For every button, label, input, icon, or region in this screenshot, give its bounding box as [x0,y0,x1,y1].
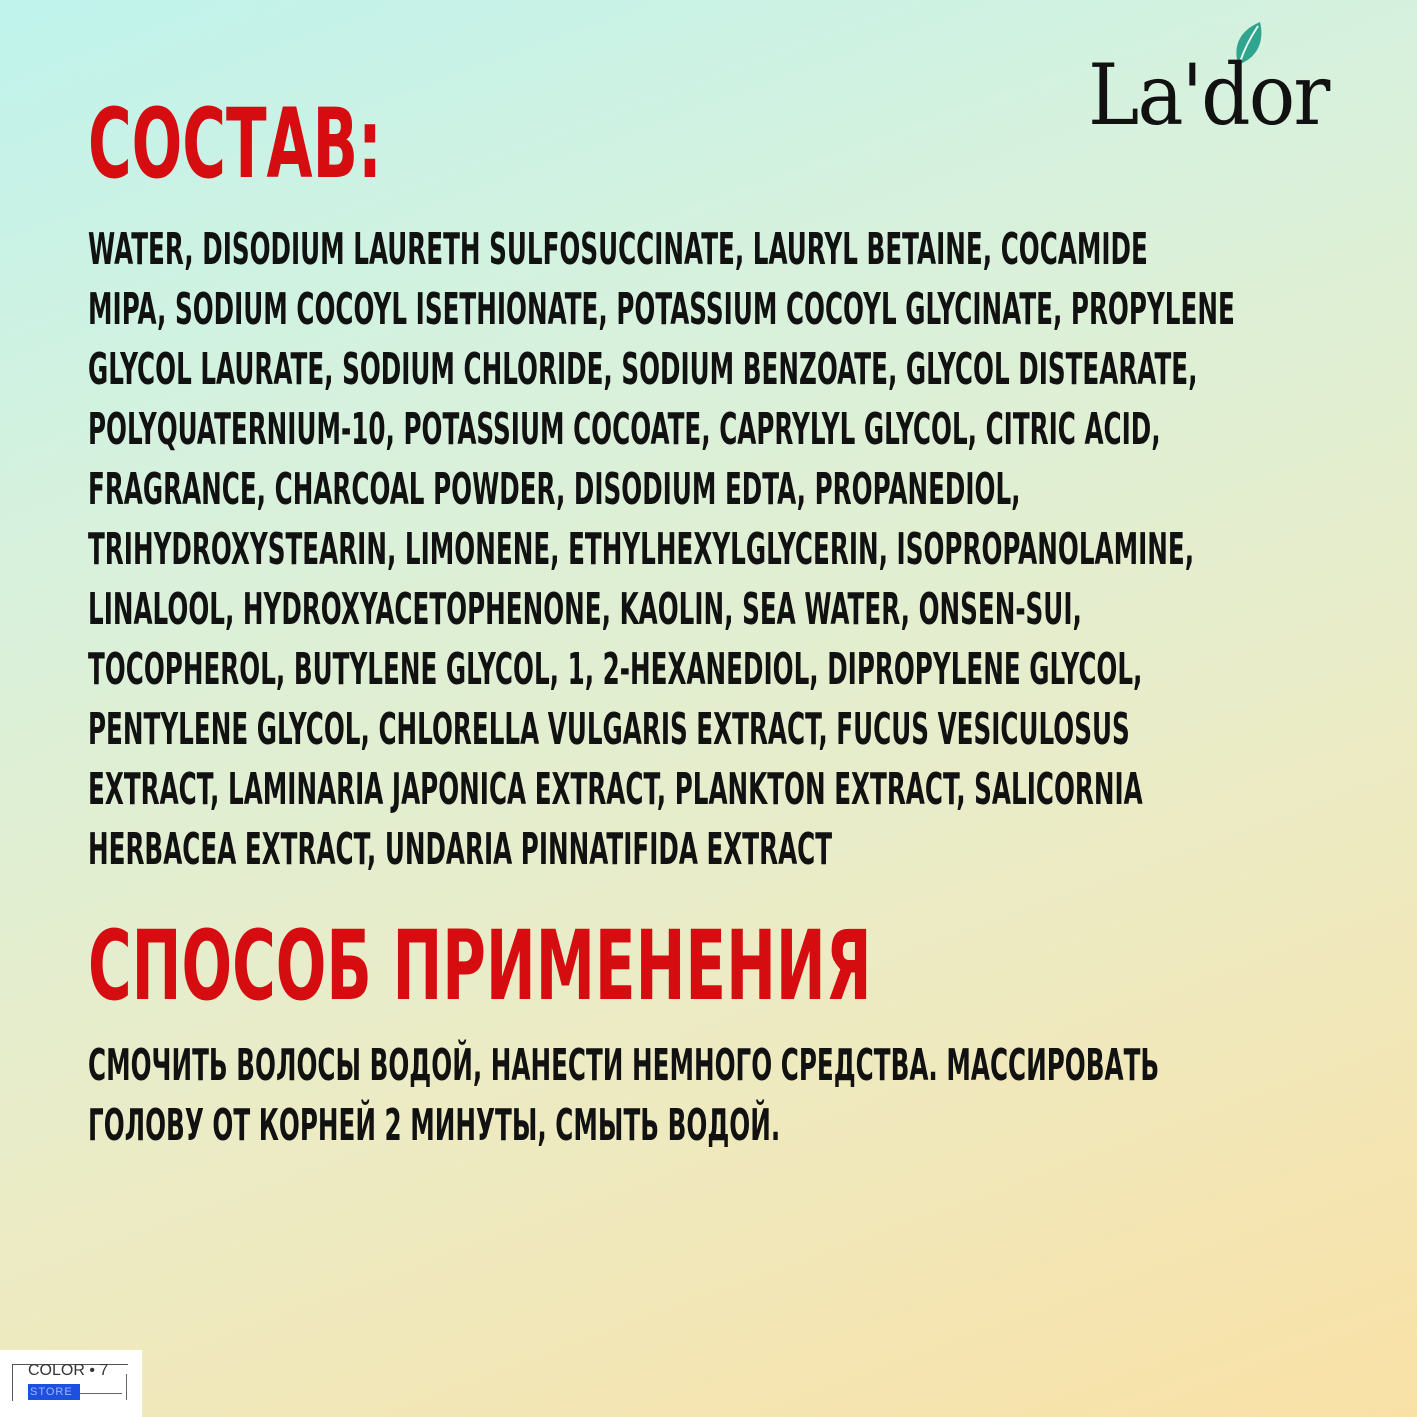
ingredients-line: FRAGRANCE, CHARCOAL POWDER, DISODIUM EDTA, PROPANEDIOL, [88,464,1021,515]
watermark-brand: COLOR • 7 [28,1362,109,1379]
usage-line: СМОЧИТЬ ВОЛОСЫ ВОДОЙ, НАНЕСТИ НЕМНОГО СРЕДСТВА. МАССИРОВАТЬ [88,1040,1160,1091]
watermark-line [80,1393,122,1394]
ingredients-line: GLYCOL LAURATE, SODIUM CHLORIDE, SODIUM BENZOATE, GLYCOL DISTEARATE, [88,344,1198,395]
ingredients-line: PENTYLENE GLYCOL, CHLORELLA VULGARIS EXTRACT, FUCUS VESICULOSUS [88,704,1130,755]
ingredients-line: MIPA, SODIUM COCOYL ISETHIONATE, POTASSIUM COCOYL GLYCINATE, PROPYLENE [88,284,1235,335]
ingredients-line: TRIHYDROXYSTEARIN, LIMONENE, ETHYLHEXYLGLYCERIN, ISOPROPANOLAMINE, [88,524,1195,575]
composition-heading: СОСТАВ: [88,88,382,200]
brand-logo [1088,20,1329,144]
ingredients-line: TOCOPHEROL, BUTYLENE GLYCOL, 1, 2-HEXANEDIOL, DIPROPYLENE GLYCOL, [88,644,1143,695]
ingredients-text [88,220,1417,880]
ingredients-line: WATER, DISODIUM LAURETH SULFOSUCCINATE, LAURYL BETAINE, COCAMIDE [88,224,1148,275]
ingredients-line: EXTRACT, LAMINARIA JAPONICA EXTRACT, PLANKTON EXTRACT, SALICORNIA [88,764,1143,815]
watermark-sub: STORE [30,1386,73,1398]
logo-text: La'dor [1088,46,1329,144]
usage-text [88,1036,1417,1156]
store-watermark [0,1350,142,1417]
usage-heading: СПОСОБ ПРИМЕНЕНИЯ [88,910,872,1022]
ingredients-line: POLYQUATERNIUM-10, POTASSIUM COCOATE, CAPRYLYL GLYCOL, CITRIC ACID, [88,404,1161,455]
watermark-line-vertical [126,1374,127,1400]
ingredients-line: LINALOOL, HYDROXYACETOPHENONE, KAOLIN, SEA WATER, ONSEN-SUI, [88,584,1082,635]
usage-line: ГОЛОВУ ОТ КОРНЕЙ 2 МИНУТЫ, СМЫТЬ ВОДОЙ. [88,1100,781,1151]
ingredients-line: HERBACEA EXTRACT, UNDARIA PINNATIFIDA EXTRACT [88,824,833,875]
